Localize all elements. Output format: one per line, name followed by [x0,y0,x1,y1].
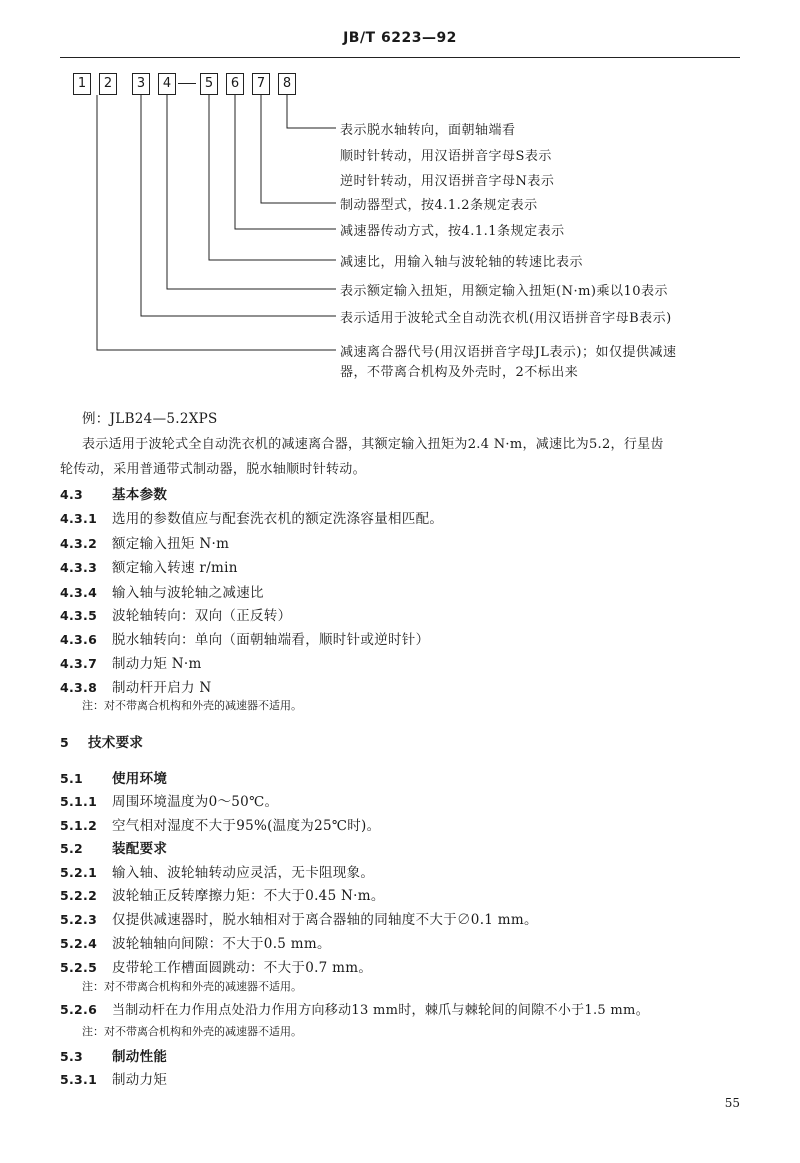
leader-line-7 [261,95,336,203]
clause-5-2: 5.2 装配要求 [60,841,168,857]
clause-5-2-2: 5.2.2 波轮轴正反转摩擦力矩：不大于0.45 N·m。 [60,888,385,904]
clause-5-1: 5.1 使用环境 [60,771,168,787]
page-number: 55 [724,1096,740,1110]
code-box-7: 7 [252,73,270,95]
example-line-2: 轮传动，采用普通带式制动器，脱水轴顺时针转动。 [60,462,366,477]
clause-5-3-1: 5.3.1 制动力矩 [60,1072,168,1088]
example-label: 例：JLB24—5.2XPS [82,411,218,427]
legend-counterclockwise: 逆时针转动，用汉语拼音字母N表示 [340,174,555,189]
clause-4-3-3: 4.3.3 额定输入转速 r/min [60,560,238,576]
code-box-2: 2 [99,73,117,95]
clause-5-2-4: 5.2.4 波轮轴轴向间隙：不大于0.5 mm。 [60,936,331,952]
section-5: 5 技术要求 [60,735,144,751]
legend-transmission: 减速器传动方式，按4.1.1条规定表示 [340,224,565,239]
leader-line-6 [235,95,336,229]
clause-5-2-1: 5.2.1 输入轴、波轮轴转动应灵活，无卡阻现象。 [60,865,375,881]
legend-rotation: 表示脱水轴转向，面朝轴端看 [340,123,516,138]
clause-4-3-6: 4.3.6 脱水轴转向：单向（面朝轴端看，顺时针或逆时针） [60,632,430,648]
clause-4-3-2: 4.3.2 额定输入扭矩 N·m [60,536,230,552]
example-line-1: 表示适用于波轮式全自动洗衣机的减速离合器，其额定输入扭矩为2.4 N·m，减速比为5.2，行星齿 [82,437,664,452]
clause-4-3-1: 4.3.1 选用的参数值应与配套洗衣机的额定洗涤容量相匹配。 [60,511,444,527]
legend-brake-type: 制动器型式，按4.1.2条规定表示 [340,198,538,213]
legend-clutch-code-2: 器，不带离合机构及外壳时，2不标出来 [340,365,579,380]
code-box-3: 3 [132,73,150,95]
legend-reduction-ratio: 减速比，用输入轴与波轮轴的转速比表示 [340,255,584,270]
clause-4-3-8: 4.3.8 制动杆开启力 N [60,680,212,696]
clause-5-2-5: 5.2.5 皮带轮工作槽面圆跳动：不大于0.7 mm。 [60,960,373,976]
note-3: 注：对不带离合机构和外壳的减速器不适用。 [82,1025,302,1038]
clause-5-2-6: 5.2.6 当制动杆在力作用点处沿力作用方向移动13 mm时，棘爪与棘轮间的间隙不小于1.5 mm。 [60,1002,649,1018]
note-1: 注：对不带离合机构和外壳的减速器不适用。 [82,699,302,712]
legend-clockwise: 顺时针转动，用汉语拼音字母S表示 [340,149,552,164]
legend-rated-torque: 表示额定输入扭矩，用额定输入扭矩(N·m)乘以10表示 [340,284,669,299]
code-box-5: 5 [200,73,218,95]
clause-4-3-7: 4.3.7 制动力矩 N·m [60,656,202,672]
clause-4-3: 4.3 基本参数 [60,487,168,503]
clause-4-3-4: 4.3.4 输入轴与波轮轴之减速比 [60,585,264,601]
clause-5-1-2: 5.1.2 空气相对湿度不大于95%(温度为25℃时)。 [60,818,381,834]
leader-line-5 [209,95,336,260]
note-2: 注：对不带离合机构和外壳的减速器不适用。 [82,980,302,993]
code-box-1: 1 [73,73,91,95]
code-box-4: 4 [158,73,176,95]
clause-4-3-5: 4.3.5 波轮轴转向：双向（正反转） [60,608,292,624]
clause-5-3: 5.3 制动性能 [60,1049,168,1065]
clause-5-2-3: 5.2.3 仅提供减速器时，脱水轴相对于离合器轴的同轴度不大于∅0.1 mm。 [60,912,538,928]
legend-washer-type: 表示适用于波轮式全自动洗衣机(用汉语拼音字母B表示) [340,311,672,326]
leader-line-1 [97,95,336,350]
legend-clutch-code-1: 减速离合器代号(用汉语拼音字母JL表示)；如仅提供减速 [340,345,677,360]
page-header: JB/T 6223—92 [343,30,457,46]
leader-line-8 [287,95,336,128]
code-box-8: 8 [278,73,296,95]
code-box-6: 6 [226,73,244,95]
clause-5-1-1: 5.1.1 周围环境温度为0～50℃。 [60,794,279,810]
